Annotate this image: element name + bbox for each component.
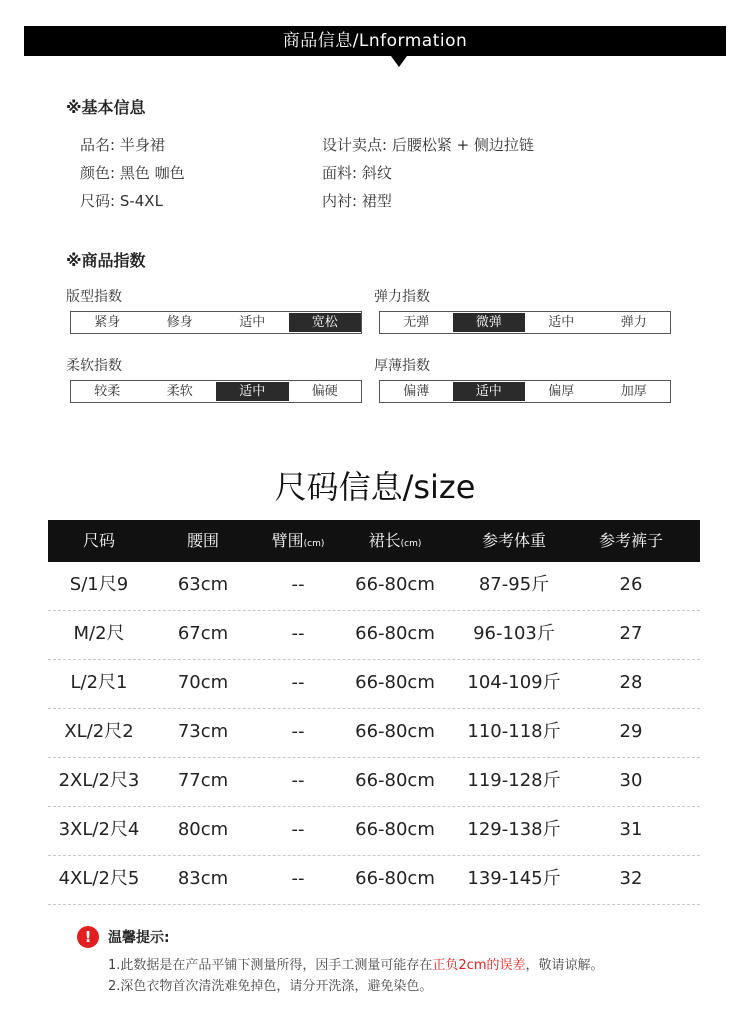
- cell-size: 4XL/2尺5: [58, 868, 140, 889]
- basic-info-heading: ※基本信息: [66, 98, 146, 117]
- cell-waist: 70cm: [177, 672, 229, 693]
- index-option: 偏薄: [403, 384, 430, 399]
- fit-index-label: 版型指数: [66, 289, 122, 305]
- cell-arm: --: [291, 721, 305, 742]
- index-option: 加厚: [620, 384, 647, 399]
- table-row: [48, 807, 700, 856]
- cell-pants: 28: [619, 672, 643, 693]
- index-option: 微弹: [453, 313, 526, 332]
- index-option: 紧身: [94, 315, 121, 330]
- index-option: 适中: [453, 382, 526, 401]
- banner-title: 商品信息/Lnformation: [282, 31, 468, 51]
- cell-weight: 87-95斤: [478, 574, 550, 595]
- cell-size: 2XL/2尺3: [58, 770, 140, 791]
- tips-title: 温馨提示:: [108, 930, 170, 946]
- table-row: [48, 660, 700, 709]
- stretch-index-bar: [379, 311, 671, 334]
- info-color: 颜色: 黑色 咖色: [80, 164, 185, 182]
- size-table-header: [48, 520, 700, 562]
- index-option: 柔软: [166, 384, 193, 399]
- info-design: 设计卖点: 后腰松紧 + 侧边拉链: [322, 136, 534, 154]
- cell-arm: --: [291, 672, 305, 693]
- cell-weight: 104-109斤: [467, 672, 561, 693]
- cell-length: 66-80cm: [355, 819, 435, 840]
- cell-arm: --: [291, 574, 305, 595]
- info-lining: 内衬: 裙型: [322, 192, 392, 210]
- info-fabric: 面料: 斜纹: [322, 164, 392, 182]
- index-option: 较柔: [94, 384, 121, 399]
- cell-pants: 26: [619, 574, 643, 595]
- cell-waist: 80cm: [177, 819, 229, 840]
- table-row: [48, 709, 700, 758]
- header-size: 尺码: [82, 531, 115, 550]
- index-option: 弹力: [620, 315, 647, 330]
- thickness-index-bar: [379, 380, 671, 403]
- cell-arm: --: [291, 868, 305, 889]
- index-option: 修身: [166, 315, 193, 330]
- cell-pants: 31: [619, 819, 643, 840]
- cell-length: 66-80cm: [355, 672, 435, 693]
- table-row: [48, 562, 700, 611]
- tip-line-2: 2.深色衣物首次清洗难免掉色，请分开洗涤，避免染色。: [108, 979, 433, 994]
- tip-line-1: 1.此数据是在产品平铺下测量所得，因手工测量可能存在正负2cm的误差，敬请谅解。: [108, 958, 604, 973]
- cell-pants: 27: [619, 623, 643, 644]
- cell-waist: 67cm: [177, 623, 229, 644]
- header-pants: 参考裤子: [598, 531, 663, 550]
- cell-pants: 30: [619, 770, 643, 791]
- cell-weight: 110-118斤: [467, 721, 561, 742]
- cell-weight: 139-145斤: [467, 868, 561, 889]
- indices-heading: ※商品指数: [66, 251, 146, 270]
- index-option: 适中: [548, 315, 575, 330]
- header-arm: 臂围(cm): [271, 531, 325, 550]
- fit-index-bar: [70, 311, 362, 334]
- cell-length: 66-80cm: [355, 868, 435, 889]
- cell-arm: --: [291, 770, 305, 791]
- cell-size: 3XL/2尺4: [58, 819, 140, 840]
- thickness-index-label: 厚薄指数: [374, 358, 430, 374]
- size-title: 尺码信息/size: [274, 468, 476, 506]
- banner-arrow: [391, 56, 407, 67]
- cell-size: L/2尺1: [70, 672, 128, 693]
- index-option: 适中: [216, 382, 289, 401]
- cell-waist: 73cm: [177, 721, 229, 742]
- header-length: 裙长(cm): [368, 531, 422, 550]
- cell-size: M/2尺: [73, 623, 125, 644]
- index-option: 偏硬: [311, 384, 338, 399]
- cell-pants: 32: [619, 868, 643, 889]
- cell-size: S/1尺9: [69, 574, 129, 595]
- cell-waist: 83cm: [177, 868, 229, 889]
- cell-weight: 119-128斤: [467, 770, 561, 791]
- cell-size: XL/2尺2: [64, 721, 134, 742]
- table-row: [48, 611, 700, 660]
- index-option: 适中: [239, 315, 266, 330]
- cell-arm: --: [291, 819, 305, 840]
- stretch-index-label: 弹力指数: [374, 289, 430, 305]
- warning-icon: !: [77, 926, 99, 948]
- cell-length: 66-80cm: [355, 623, 435, 644]
- info-size: 尺码: S-4XL: [80, 192, 163, 210]
- table-row: [48, 856, 700, 905]
- softness-index-label: 柔软指数: [66, 358, 122, 374]
- header-banner: [24, 26, 726, 56]
- cell-weight: 129-138斤: [467, 819, 561, 840]
- info-name: 品名: 半身裙: [80, 136, 165, 154]
- cell-waist: 63cm: [177, 574, 229, 595]
- index-option: 无弹: [403, 315, 430, 330]
- cell-length: 66-80cm: [355, 770, 435, 791]
- softness-index-bar: [70, 380, 362, 403]
- cell-pants: 29: [619, 721, 643, 742]
- cell-length: 66-80cm: [355, 574, 435, 595]
- cell-weight: 96-103斤: [473, 623, 555, 644]
- cell-length: 66-80cm: [355, 721, 435, 742]
- index-option: 宽松: [289, 313, 362, 332]
- table-row: [48, 758, 700, 807]
- header-weight: 参考体重: [481, 531, 546, 550]
- header-waist: 腰围: [186, 531, 219, 550]
- cell-waist: 77cm: [177, 770, 229, 791]
- index-option: 偏厚: [548, 384, 575, 399]
- tip-highlight: 正负2cm的误差: [432, 958, 526, 973]
- cell-arm: --: [291, 623, 305, 644]
